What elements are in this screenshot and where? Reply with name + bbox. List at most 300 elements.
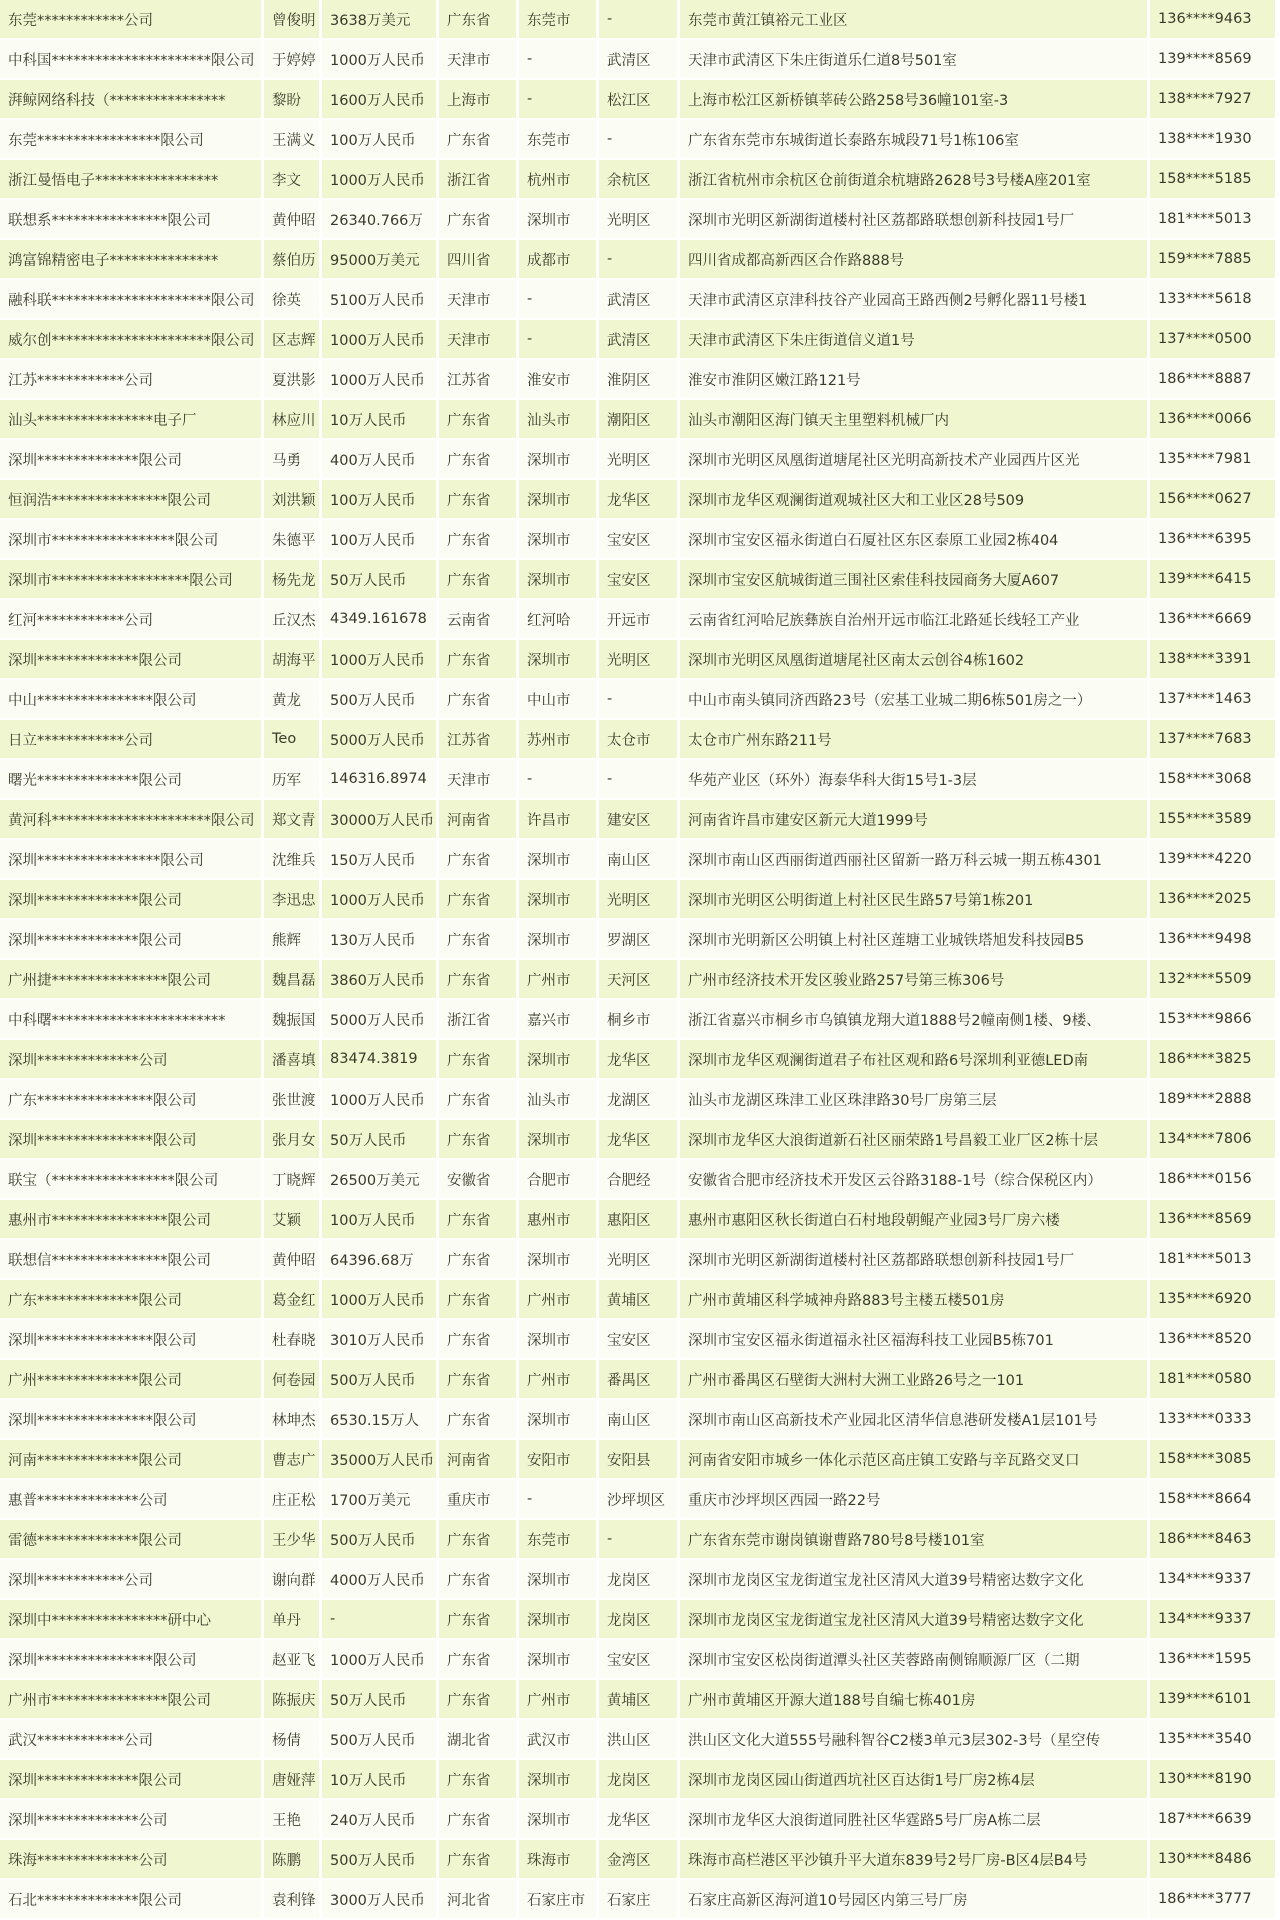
registered-capital-cell: 130万人民币 <box>322 920 439 960</box>
company-name-cell: 深圳中****************研中心 <box>0 1600 264 1640</box>
district-cell: - <box>599 240 680 280</box>
contact-person-cell: 刘洪颖 <box>264 480 322 520</box>
district-cell: 龙岗区 <box>599 1560 680 1600</box>
company-name-cell: 中科国**********************限公司 <box>0 40 264 80</box>
registered-capital-cell: 3010万人民币 <box>322 1320 439 1360</box>
contact-person-cell: 艾颖 <box>264 1200 322 1240</box>
company-name-cell: 广东**************限公司 <box>0 1280 264 1320</box>
address-cell: 上海市松江区新桥镇莘砖公路258号36幢101室-3 <box>680 80 1150 120</box>
company-name-cell: 东莞************公司 <box>0 0 264 40</box>
province-cell: 广东省 <box>439 640 519 680</box>
city-cell: - <box>519 280 599 320</box>
company-name-cell: 广东****************限公司 <box>0 1080 264 1120</box>
phone-cell: 134****7806 <box>1150 1120 1275 1160</box>
table-row <box>0 440 1275 480</box>
company-name-cell: 恒润浩****************限公司 <box>0 480 264 520</box>
registered-capital-cell: 3638万美元 <box>322 0 439 40</box>
district-cell: - <box>599 760 680 800</box>
table-row <box>0 1480 1275 1520</box>
company-name-cell: 浙江曼悟电子***************** <box>0 160 264 200</box>
district-cell: - <box>599 680 680 720</box>
company-name-cell: 汕头****************电子厂 <box>0 400 264 440</box>
province-cell: 安徽省 <box>439 1160 519 1200</box>
company-name-cell: 中山****************限公司 <box>0 680 264 720</box>
phone-cell: 136****1595 <box>1150 1640 1275 1680</box>
phone-cell: 134****9337 <box>1150 1600 1275 1640</box>
address-cell: 汕头市潮阳区海门镇天主里塑料机械厂内 <box>680 400 1150 440</box>
phone-cell: 135****6920 <box>1150 1280 1275 1320</box>
phone-cell: 186****8463 <box>1150 1520 1275 1560</box>
registered-capital-cell: 50万人民币 <box>322 1680 439 1720</box>
address-cell: 深圳市光明区凤凰街道塘尾社区光明高新技术产业园西片区光 <box>680 440 1150 480</box>
address-cell: 深圳市龙华区观澜街道观城社区大和工业区28号509 <box>680 480 1150 520</box>
district-cell: 惠阳区 <box>599 1200 680 1240</box>
phone-cell: 139****4220 <box>1150 840 1275 880</box>
address-cell: 浙江省嘉兴市桐乡市乌镇镇龙翔大道1888号2幢南侧1楼、9楼、 <box>680 1000 1150 1040</box>
table-row <box>0 1560 1275 1600</box>
city-cell: 深圳市 <box>519 1040 599 1080</box>
district-cell: 太仓市 <box>599 720 680 760</box>
company-name-cell: 黄河科**********************限公司 <box>0 800 264 840</box>
registered-capital-cell: 1000万人民币 <box>322 1640 439 1680</box>
contact-person-cell: 杜春晓 <box>264 1320 322 1360</box>
company-name-cell: 联宝（*****************限公司 <box>0 1160 264 1200</box>
city-cell: 广州市 <box>519 960 599 1000</box>
address-cell: 华苑产业区（环外）海泰华科大街15号1-3层 <box>680 760 1150 800</box>
city-cell: 深圳市 <box>519 1240 599 1280</box>
table-row <box>0 280 1275 320</box>
city-cell: 东莞市 <box>519 0 599 40</box>
district-cell: 淮阴区 <box>599 360 680 400</box>
city-cell: - <box>519 320 599 360</box>
company-name-cell: 东莞*****************限公司 <box>0 120 264 160</box>
province-cell: 江苏省 <box>439 720 519 760</box>
address-cell: 广东省东莞市东城街道长泰路东城段71号1栋106室 <box>680 120 1150 160</box>
table-row <box>0 240 1275 280</box>
city-cell: 成都市 <box>519 240 599 280</box>
contact-person-cell: 林坤杰 <box>264 1400 322 1440</box>
city-cell: 汕头市 <box>519 400 599 440</box>
phone-cell: 139****6101 <box>1150 1680 1275 1720</box>
district-cell: 罗湖区 <box>599 920 680 960</box>
phone-cell: 158****3068 <box>1150 760 1275 800</box>
city-cell: 安阳市 <box>519 1440 599 1480</box>
table-row <box>0 1120 1275 1160</box>
contact-person-cell: 熊辉 <box>264 920 322 960</box>
city-cell: 深圳市 <box>519 1600 599 1640</box>
district-cell: 武清区 <box>599 320 680 360</box>
city-cell: 石家庄市 <box>519 1880 599 1920</box>
district-cell: 宝安区 <box>599 560 680 600</box>
phone-cell: 135****7981 <box>1150 440 1275 480</box>
province-cell: 广东省 <box>439 1360 519 1400</box>
company-name-cell: 联想系****************限公司 <box>0 200 264 240</box>
table-row <box>0 40 1275 80</box>
province-cell: 广东省 <box>439 200 519 240</box>
table-row <box>0 1880 1275 1920</box>
company-name-cell: 深圳**************限公司 <box>0 920 264 960</box>
province-cell: 河北省 <box>439 1880 519 1920</box>
company-name-cell: 深圳**************公司 <box>0 1800 264 1840</box>
contact-person-cell: 郑文青 <box>264 800 322 840</box>
province-cell: 广东省 <box>439 680 519 720</box>
address-cell: 深圳市龙岗区园山街道西坑社区百达街1号厂房2栋4层 <box>680 1760 1150 1800</box>
registered-capital-cell: 500万人民币 <box>322 680 439 720</box>
district-cell: 安阳县 <box>599 1440 680 1480</box>
registered-capital-cell: 4000万人民币 <box>322 1560 439 1600</box>
registered-capital-cell: 100万人民币 <box>322 1200 439 1240</box>
district-cell: 沙坪坝区 <box>599 1480 680 1520</box>
registered-capital-cell: 1700万美元 <box>322 1480 439 1520</box>
district-cell: 光明区 <box>599 200 680 240</box>
district-cell: 南山区 <box>599 1400 680 1440</box>
city-cell: 武汉市 <box>519 1720 599 1760</box>
table-row <box>0 1800 1275 1840</box>
city-cell: 深圳市 <box>519 880 599 920</box>
district-cell: 光明区 <box>599 1240 680 1280</box>
contact-person-cell: 林应川 <box>264 400 322 440</box>
province-cell: 广东省 <box>439 440 519 480</box>
city-cell: 深圳市 <box>519 200 599 240</box>
city-cell: 淮安市 <box>519 360 599 400</box>
registered-capital-cell: 10万人民币 <box>322 1760 439 1800</box>
district-cell: 黄埔区 <box>599 1280 680 1320</box>
company-name-cell: 日立************公司 <box>0 720 264 760</box>
city-cell: 深圳市 <box>519 1800 599 1840</box>
table-row <box>0 200 1275 240</box>
table-row <box>0 1440 1275 1480</box>
address-cell: 浙江省杭州市余杭区仓前街道余杭塘路2628号3号楼A座201室 <box>680 160 1150 200</box>
city-cell: 深圳市 <box>519 1320 599 1360</box>
district-cell: 洪山区 <box>599 1720 680 1760</box>
registered-capital-cell: 1000万人民币 <box>322 40 439 80</box>
district-cell: 龙华区 <box>599 1040 680 1080</box>
contact-person-cell: 黄仲昭 <box>264 200 322 240</box>
city-cell: - <box>519 80 599 120</box>
phone-cell: 186****3777 <box>1150 1880 1275 1920</box>
district-cell: 宝安区 <box>599 1320 680 1360</box>
registered-capital-cell: - <box>322 1600 439 1640</box>
table-row <box>0 800 1275 840</box>
table-row <box>0 1160 1275 1200</box>
contact-person-cell: 杨先龙 <box>264 560 322 600</box>
city-cell: 深圳市 <box>519 440 599 480</box>
city-cell: 深圳市 <box>519 560 599 600</box>
address-cell: 广州市番禺区石壁街大洲村大洲工业路26号之一101 <box>680 1360 1150 1400</box>
address-cell: 深圳市光明区新湖街道楼村社区荔都路联想创新科技园1号厂 <box>680 200 1150 240</box>
contact-person-cell: 葛金红 <box>264 1280 322 1320</box>
province-cell: 江苏省 <box>439 360 519 400</box>
address-cell: 深圳市光明区公明街道上村社区民生路57号第1栋201 <box>680 880 1150 920</box>
address-cell: 重庆市沙坪坝区西园一路22号 <box>680 1480 1150 1520</box>
address-cell: 深圳市光明新区公明镇上村社区莲塘工业城铁塔旭发科技园B5 <box>680 920 1150 960</box>
province-cell: 广东省 <box>439 1640 519 1680</box>
address-cell: 深圳市龙华区大浪街道新石社区丽荣路1号昌毅工业厂区2栋十层 <box>680 1120 1150 1160</box>
city-cell: 深圳市 <box>519 920 599 960</box>
address-cell: 汕头市龙湖区珠津工业区珠津路30号厂房第三层 <box>680 1080 1150 1120</box>
province-cell: 广东省 <box>439 1400 519 1440</box>
phone-cell: 158****5185 <box>1150 160 1275 200</box>
table-row <box>0 1760 1275 1800</box>
registered-capital-cell: 146316.8974 <box>322 760 439 800</box>
phone-cell: 132****5509 <box>1150 960 1275 1000</box>
phone-cell: 139****6415 <box>1150 560 1275 600</box>
contact-person-cell: 丁晓辉 <box>264 1160 322 1200</box>
phone-cell: 130****8486 <box>1150 1840 1275 1880</box>
city-cell: - <box>519 760 599 800</box>
address-cell: 东莞市黄江镇裕元工业区 <box>680 0 1150 40</box>
address-cell: 太仓市广州东路211号 <box>680 720 1150 760</box>
contact-person-cell: 魏振国 <box>264 1000 322 1040</box>
registered-capital-cell: 50万人民币 <box>322 560 439 600</box>
contact-person-cell: 杨倩 <box>264 1720 322 1760</box>
registered-capital-cell: 4349.161678 <box>322 600 439 640</box>
district-cell: 天河区 <box>599 960 680 1000</box>
table-row <box>0 120 1275 160</box>
address-cell: 广东省东莞市谢岗镇谢曹路780号8号楼101室 <box>680 1520 1150 1560</box>
phone-cell: 186****0156 <box>1150 1160 1275 1200</box>
address-cell: 深圳市宝安区福永街道白石厦社区东区泰原工业园2栋404 <box>680 520 1150 560</box>
table-row <box>0 400 1275 440</box>
contact-person-cell: 胡海平 <box>264 640 322 680</box>
district-cell: 龙湖区 <box>599 1080 680 1120</box>
address-cell: 深圳市光明区新湖街道楼村社区荔都路联想创新科技园1号厂 <box>680 1240 1150 1280</box>
registered-capital-cell: 100万人民币 <box>322 480 439 520</box>
city-cell: 广州市 <box>519 1360 599 1400</box>
province-cell: 天津市 <box>439 40 519 80</box>
contact-person-cell: 黄仲昭 <box>264 1240 322 1280</box>
district-cell: - <box>599 1520 680 1560</box>
contact-person-cell: 单丹 <box>264 1600 322 1640</box>
contact-person-cell: 王满义 <box>264 120 322 160</box>
district-cell: 龙华区 <box>599 1800 680 1840</box>
district-cell: 合肥经 <box>599 1160 680 1200</box>
address-cell: 天津市武清区京津科技谷产业园高王路西侧2号孵化器11号楼1 <box>680 280 1150 320</box>
contact-person-cell: 黄龙 <box>264 680 322 720</box>
company-name-cell: 河南**************限公司 <box>0 1440 264 1480</box>
table-row <box>0 1400 1275 1440</box>
address-cell: 深圳市宝安区松岗街道潭头社区芙蓉路南侧锦顺源厂区（二期 <box>680 1640 1150 1680</box>
province-cell: 四川省 <box>439 240 519 280</box>
contact-person-cell: 何卷园 <box>264 1360 322 1400</box>
contact-person-cell: 黎盼 <box>264 80 322 120</box>
registered-capital-cell: 3860万人民币 <box>322 960 439 1000</box>
table-row <box>0 360 1275 400</box>
table-row <box>0 720 1275 760</box>
company-name-cell: 武汉************公司 <box>0 1720 264 1760</box>
city-cell: 许昌市 <box>519 800 599 840</box>
company-name-cell: 湃鲸网络科技（**************** <box>0 80 264 120</box>
phone-cell: 136****2025 <box>1150 880 1275 920</box>
province-cell: 广东省 <box>439 1840 519 1880</box>
registered-capital-cell: 1000万人民币 <box>322 360 439 400</box>
contact-person-cell: 马勇 <box>264 440 322 480</box>
address-cell: 石家庄高新区海河道10号园区内第三号厂房 <box>680 1880 1150 1920</box>
province-cell: 河南省 <box>439 1440 519 1480</box>
table-row <box>0 1200 1275 1240</box>
registered-capital-cell: 5100万人民币 <box>322 280 439 320</box>
district-cell: 番禺区 <box>599 1360 680 1400</box>
registered-capital-cell: 1000万人民币 <box>322 320 439 360</box>
address-cell: 惠州市惠阳区秋长街道白石村地段朝鲲产业园3号厂房六楼 <box>680 1200 1150 1240</box>
phone-cell: 138****3391 <box>1150 640 1275 680</box>
district-cell: 光明区 <box>599 440 680 480</box>
table-row <box>0 1000 1275 1040</box>
phone-cell: 136****8569 <box>1150 1200 1275 1240</box>
phone-cell: 130****8190 <box>1150 1760 1275 1800</box>
province-cell: 浙江省 <box>439 160 519 200</box>
phone-cell: 155****3589 <box>1150 800 1275 840</box>
company-name-cell: 深圳****************限公司 <box>0 1640 264 1680</box>
city-cell: 中山市 <box>519 680 599 720</box>
phone-cell: 137****0500 <box>1150 320 1275 360</box>
address-cell: 天津市武清区下朱庄街道信义道1号 <box>680 320 1150 360</box>
registered-capital-cell: 1000万人民币 <box>322 1080 439 1120</box>
registered-capital-cell: 30000万人民币 <box>322 800 439 840</box>
table-row <box>0 1360 1275 1400</box>
phone-cell: 133****5618 <box>1150 280 1275 320</box>
address-cell: 天津市武清区下朱庄街道乐仁道8号501室 <box>680 40 1150 80</box>
company-name-cell: 江苏************公司 <box>0 360 264 400</box>
registered-capital-cell: 5000万人民币 <box>322 720 439 760</box>
contact-person-cell: 区志辉 <box>264 320 322 360</box>
registered-capital-cell: 500万人民币 <box>322 1520 439 1560</box>
table-row <box>0 1640 1275 1680</box>
registered-capital-cell: 1000万人民币 <box>322 160 439 200</box>
phone-cell: 156****0627 <box>1150 480 1275 520</box>
phone-cell: 158****8664 <box>1150 1480 1275 1520</box>
province-cell: 浙江省 <box>439 1000 519 1040</box>
registered-capital-cell: 3000万人民币 <box>322 1880 439 1920</box>
city-cell: 红河哈 <box>519 600 599 640</box>
address-cell: 珠海市高栏港区平沙镇升平大道东839号2号厂房-B区4层B4号 <box>680 1840 1150 1880</box>
province-cell: 广东省 <box>439 480 519 520</box>
province-cell: 广东省 <box>439 1600 519 1640</box>
table-row <box>0 1320 1275 1360</box>
city-cell: 合肥市 <box>519 1160 599 1200</box>
province-cell: 广东省 <box>439 1080 519 1120</box>
table-row <box>0 320 1275 360</box>
company-name-cell: 融科联**********************限公司 <box>0 280 264 320</box>
province-cell: 广东省 <box>439 1680 519 1720</box>
phone-cell: 136****9498 <box>1150 920 1275 960</box>
district-cell: 建安区 <box>599 800 680 840</box>
company-name-cell: 深圳************公司 <box>0 1560 264 1600</box>
contact-person-cell: 潘喜填 <box>264 1040 322 1080</box>
registered-capital-cell: 26340.766万 <box>322 200 439 240</box>
company-name-cell: 深圳****************限公司 <box>0 1120 264 1160</box>
city-cell: 深圳市 <box>519 1760 599 1800</box>
contact-person-cell: 沈维兵 <box>264 840 322 880</box>
district-cell: 南山区 <box>599 840 680 880</box>
phone-cell: 136****8520 <box>1150 1320 1275 1360</box>
phone-cell: 189****2888 <box>1150 1080 1275 1120</box>
province-cell: 河南省 <box>439 800 519 840</box>
contact-person-cell: 朱德平 <box>264 520 322 560</box>
phone-cell: 181****5013 <box>1150 200 1275 240</box>
city-cell: 深圳市 <box>519 1400 599 1440</box>
city-cell: 广州市 <box>519 1280 599 1320</box>
company-name-cell: 深圳市*******************限公司 <box>0 560 264 600</box>
district-cell: - <box>599 0 680 40</box>
company-name-cell: 惠普**************公司 <box>0 1480 264 1520</box>
address-cell: 广州市黄埔区科学城神舟路883号主楼五楼501房 <box>680 1280 1150 1320</box>
company-name-cell: 珠海**************公司 <box>0 1840 264 1880</box>
city-cell: 深圳市 <box>519 480 599 520</box>
province-cell: 广东省 <box>439 1800 519 1840</box>
city-cell: 广州市 <box>519 1680 599 1720</box>
contact-person-cell: 于婷婷 <box>264 40 322 80</box>
phone-cell: 159****7885 <box>1150 240 1275 280</box>
district-cell: - <box>599 120 680 160</box>
company-name-cell: 广州捷****************限公司 <box>0 960 264 1000</box>
phone-cell: 136****6669 <box>1150 600 1275 640</box>
company-name-cell: 深圳**************限公司 <box>0 440 264 480</box>
district-cell: 光明区 <box>599 640 680 680</box>
province-cell: 广东省 <box>439 1560 519 1600</box>
province-cell: 广东省 <box>439 520 519 560</box>
registered-capital-cell: 6530.15万人 <box>322 1400 439 1440</box>
province-cell: 广东省 <box>439 1120 519 1160</box>
city-cell: 深圳市 <box>519 1560 599 1600</box>
registered-capital-cell: 50万人民币 <box>322 1120 439 1160</box>
company-name-cell: 深圳市*****************限公司 <box>0 520 264 560</box>
address-cell: 深圳市光明区凤凰街道塘尾社区南太云创谷4栋1602 <box>680 640 1150 680</box>
contact-person-cell: 曾俊明 <box>264 0 322 40</box>
table-row <box>0 1080 1275 1120</box>
company-name-cell: 深圳**************限公司 <box>0 1760 264 1800</box>
address-cell: 洪山区文化大道555号融科智谷C2楼3单元3层302-3号（星空传 <box>680 1720 1150 1760</box>
registered-capital-cell: 100万人民币 <box>322 120 439 160</box>
city-cell: - <box>519 40 599 80</box>
company-name-cell: 惠州市****************限公司 <box>0 1200 264 1240</box>
table-row <box>0 600 1275 640</box>
city-cell: 深圳市 <box>519 1640 599 1680</box>
phone-cell: 153****9866 <box>1150 1000 1275 1040</box>
district-cell: 龙岗区 <box>599 1760 680 1800</box>
province-cell: 广东省 <box>439 1320 519 1360</box>
registered-capital-cell: 35000万人民币 <box>322 1440 439 1480</box>
district-cell: 松江区 <box>599 80 680 120</box>
registered-capital-cell: 240万人民币 <box>322 1800 439 1840</box>
province-cell: 上海市 <box>439 80 519 120</box>
city-cell: 嘉兴市 <box>519 1000 599 1040</box>
registered-capital-cell: 500万人民币 <box>322 1840 439 1880</box>
company-name-cell: 鸿富锦精密电子*************** <box>0 240 264 280</box>
registered-capital-cell: 5000万人民币 <box>322 1000 439 1040</box>
company-name-cell: 中科曙************************ <box>0 1000 264 1040</box>
registered-capital-cell: 500万人民币 <box>322 1720 439 1760</box>
contact-person-cell: 陈鹏 <box>264 1840 322 1880</box>
registered-capital-cell: 1000万人民币 <box>322 640 439 680</box>
contact-person-cell: 曹志广 <box>264 1440 322 1480</box>
address-cell: 深圳市龙岗区宝龙街道宝龙社区清风大道39号精密达数字文化 <box>680 1560 1150 1600</box>
city-cell: 惠州市 <box>519 1200 599 1240</box>
district-cell: 桐乡市 <box>599 1000 680 1040</box>
address-cell: 河南省许昌市建安区新元大道1999号 <box>680 800 1150 840</box>
registered-capital-cell: 83474.3819 <box>322 1040 439 1080</box>
city-cell: 汕头市 <box>519 1080 599 1120</box>
district-cell: 光明区 <box>599 880 680 920</box>
address-cell: 广州市黄埔区开源大道188号自编七栋401房 <box>680 1680 1150 1720</box>
company-name-cell: 深圳****************限公司 <box>0 1320 264 1360</box>
contact-person-cell: 李迅忠 <box>264 880 322 920</box>
address-cell: 广州市经济技术开发区骏业路257号第三栋306号 <box>680 960 1150 1000</box>
phone-cell: 136****0066 <box>1150 400 1275 440</box>
table-row <box>0 160 1275 200</box>
phone-cell: 187****6639 <box>1150 1800 1275 1840</box>
registered-capital-cell: 64396.68万 <box>322 1240 439 1280</box>
